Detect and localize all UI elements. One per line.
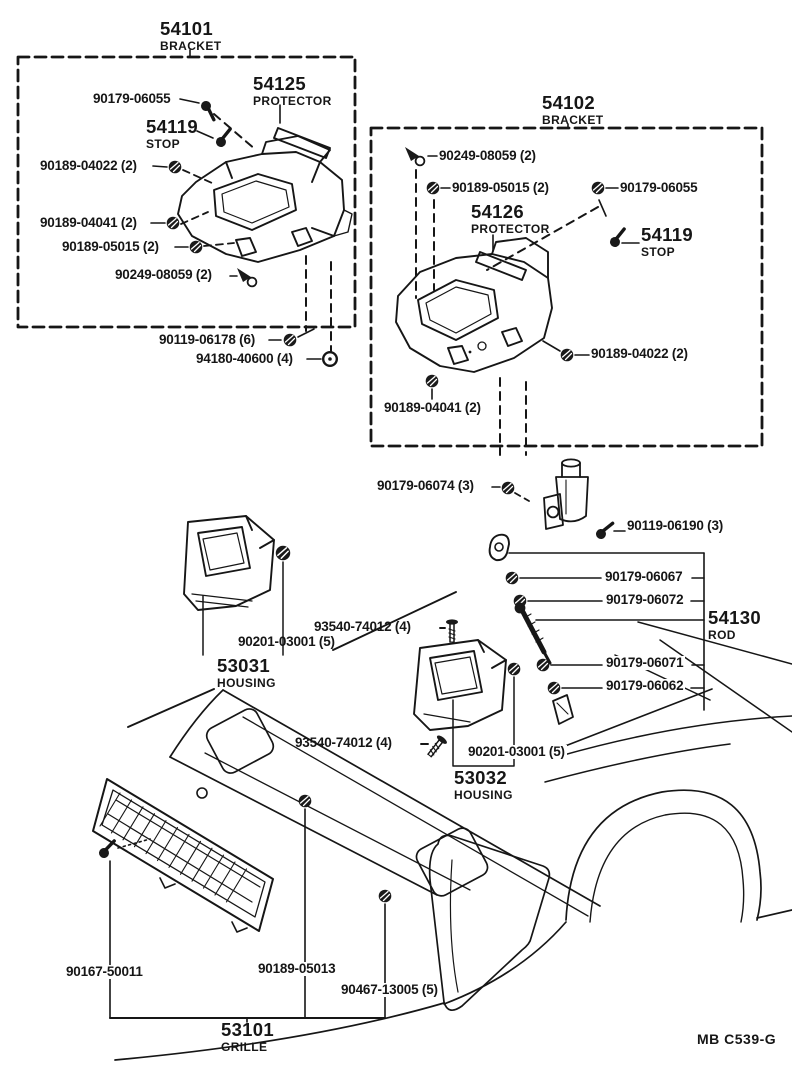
part-title-stop-rh bbox=[641, 226, 693, 258]
bolt-icon bbox=[595, 523, 615, 539]
nut-icon bbox=[426, 375, 439, 388]
part-title-rod bbox=[708, 609, 761, 641]
nut-icon bbox=[167, 217, 180, 230]
part-title-housing-rh bbox=[454, 769, 513, 801]
fastener-label-93540-74012-rh: 93540-74012 (4) bbox=[295, 735, 392, 750]
part-name: BRACKET bbox=[542, 112, 604, 127]
part-name: PROTECTOR bbox=[253, 93, 332, 108]
nut-icon bbox=[548, 682, 561, 695]
part-number: 53032 bbox=[454, 767, 507, 788]
part-title-grille bbox=[221, 1021, 274, 1053]
part-number: 54119 bbox=[641, 224, 693, 245]
nut-icon bbox=[427, 182, 440, 195]
part-title-protector-lh bbox=[253, 75, 332, 107]
grille-drawing bbox=[93, 779, 273, 932]
fastener-label-90201-03001-rh: 90201-03001 (5) bbox=[468, 744, 565, 759]
nut-icon bbox=[502, 482, 515, 495]
part-title-stop-lh bbox=[146, 118, 198, 150]
stop-bolt-icon bbox=[607, 229, 629, 248]
clip-icon bbox=[237, 268, 256, 286]
screw-icon bbox=[446, 619, 458, 642]
grommet-icon bbox=[323, 352, 337, 366]
nut-icon bbox=[284, 334, 297, 347]
part-name: HOUSING bbox=[454, 787, 513, 802]
part-number: 54125 bbox=[253, 73, 306, 94]
part-number: 54119 bbox=[146, 116, 198, 137]
bracket-rh-box bbox=[371, 124, 762, 446]
fastener-label-90179-06072: 90179-06072 bbox=[606, 592, 684, 607]
fastener-label-94180-40600: 94180-40600 (4) bbox=[196, 351, 293, 366]
part-title-housing-lh bbox=[217, 657, 276, 689]
nut-icon bbox=[592, 182, 605, 195]
fastener-label-90189-05015-lh: 90189-05015 (2) bbox=[62, 239, 159, 254]
actuator-drawing bbox=[544, 459, 588, 529]
nut-icon bbox=[169, 161, 182, 174]
nut-icon bbox=[561, 349, 574, 362]
fastener-label-90179-06062: 90179-06062 bbox=[606, 678, 684, 693]
nut-icon bbox=[537, 659, 550, 672]
part-name: PROTECTOR bbox=[471, 221, 550, 236]
fastener-label-90201-03001-lh: 90201-03001 (5) bbox=[238, 634, 335, 649]
fastener-label-93540-74012-lh: 93540-74012 (4) bbox=[314, 619, 411, 634]
nut-icon bbox=[379, 890, 392, 903]
fastener-label-90119-06178: 90119-06178 (6) bbox=[159, 332, 256, 347]
part-title-bracket-rh bbox=[542, 94, 603, 126]
part-name: STOP bbox=[641, 244, 676, 259]
part-number: 54102 bbox=[542, 92, 595, 113]
screw-icon bbox=[200, 101, 216, 120]
part-number: 53101 bbox=[221, 1019, 274, 1040]
fastener-label-90179-06055-lh: 90179-06055 bbox=[93, 91, 171, 106]
fastener-label-90467-13005: 90467-13005 (5) bbox=[341, 982, 438, 997]
nut-icon bbox=[506, 572, 519, 585]
fastener-label-90249-08059-rh: 90249-08059 (2) bbox=[439, 148, 536, 163]
fastener-label-90189-05015-rh: 90189-05015 (2) bbox=[452, 180, 549, 195]
bracket-rh-drawing bbox=[396, 238, 552, 372]
part-number: 54101 bbox=[160, 18, 213, 39]
fastener-label-90119-06190: 90119-06190 (3) bbox=[627, 518, 724, 533]
stop-bolt-icon bbox=[213, 129, 235, 148]
part-number: 53031 bbox=[217, 655, 270, 676]
bracket-lh-drawing bbox=[178, 128, 352, 262]
fastener-label-90189-04041-lh: 90189-04041 (2) bbox=[40, 215, 137, 230]
fastener-label-90167-50011: 90167-50011 bbox=[66, 964, 143, 979]
fastener-label-90189-04022-rh: 90189-04022 (2) bbox=[591, 346, 688, 361]
part-number: 54130 bbox=[708, 607, 761, 628]
fastener-label-90179-06071: 90179-06071 bbox=[606, 655, 684, 670]
fastener-label-90189-05013: 90189-05013 bbox=[258, 961, 336, 976]
part-name: GRILLE bbox=[221, 1039, 268, 1054]
nut-icon bbox=[508, 663, 521, 676]
screw-icon bbox=[425, 734, 448, 759]
fastener-label-90189-04041-rh: 90189-04041 (2) bbox=[384, 400, 481, 415]
part-name: STOP bbox=[146, 136, 181, 151]
part-title-protector-rh bbox=[471, 203, 550, 235]
fastener-label-90179-06074: 90179-06074 (3) bbox=[377, 478, 474, 493]
nut-icon bbox=[190, 241, 203, 254]
part-name: HOUSING bbox=[217, 675, 276, 690]
fastener-label-90189-04022-lh: 90189-04022 (2) bbox=[40, 158, 137, 173]
fastener-label-90249-08059-lh: 90249-08059 (2) bbox=[115, 267, 212, 282]
page-code: MB C539-G bbox=[697, 1031, 777, 1047]
part-name: ROD bbox=[708, 627, 736, 642]
nut-icon bbox=[276, 546, 290, 560]
clip-icon bbox=[405, 147, 424, 165]
part-title-bracket-lh bbox=[160, 20, 221, 52]
part-name: BRACKET bbox=[160, 38, 222, 53]
fastener-label-90179-06055-rh: 90179-06055 bbox=[620, 180, 698, 195]
part-number: 54126 bbox=[471, 201, 524, 222]
fastener-label-90179-06067: 90179-06067 bbox=[605, 569, 683, 584]
nut-icon bbox=[299, 795, 312, 808]
